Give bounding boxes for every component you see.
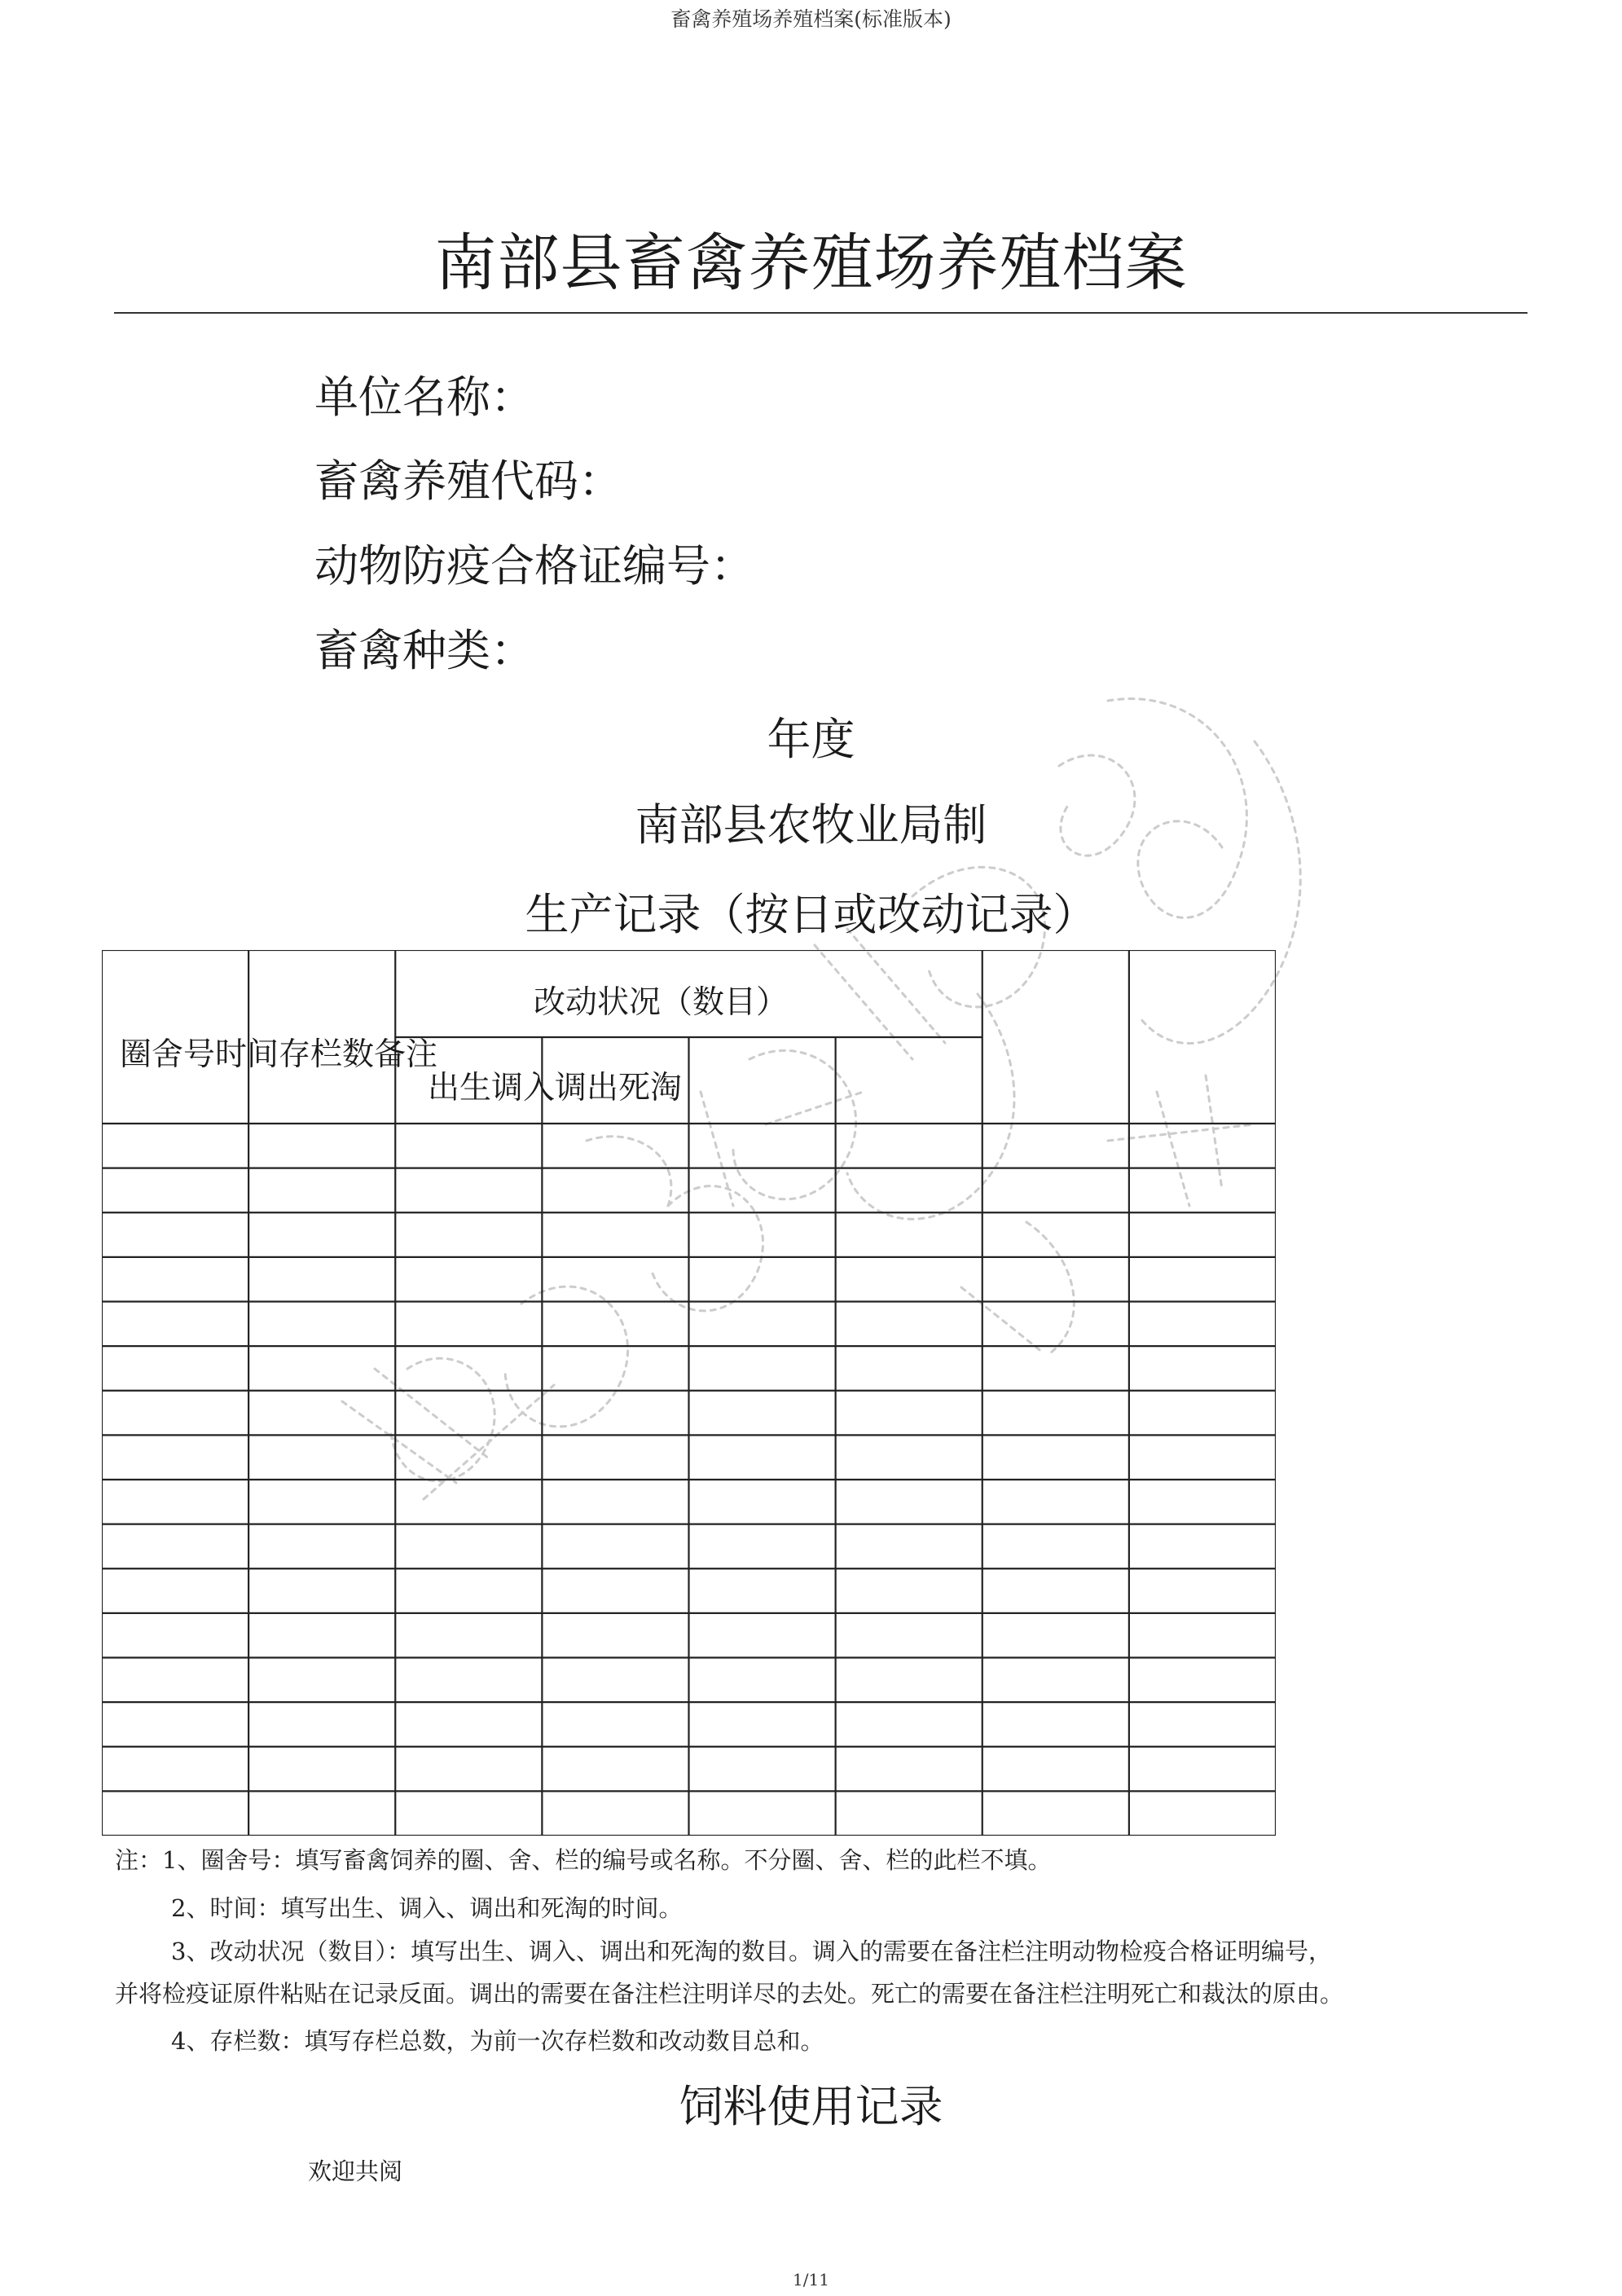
field-livestock-code: 畜禽养殖代码： bbox=[314, 455, 622, 507]
section-title-production: 生产记录（按日或改动记录） bbox=[525, 889, 1097, 940]
note-3: 3、改动状况（数目）：填写出生、调入、调出和死淘的数目。调入的需要在备注栏注明动物检疫合格证明编号， bbox=[171, 1938, 1332, 1965]
header-change-status: 改动状况（数目） bbox=[534, 984, 789, 1021]
production-record-table bbox=[102, 950, 1276, 1836]
table-grid bbox=[102, 950, 1276, 1836]
header-change-subcolumns: 出生调入调出死淘 bbox=[428, 1070, 683, 1106]
issuer-label: 南部县农牧业局制 bbox=[635, 799, 987, 851]
document-title: 南部县畜禽养殖场养殖档案 bbox=[434, 227, 1188, 299]
footer-text: 欢迎共阅 bbox=[308, 2157, 403, 2185]
header-columns-label: 圈舍号时间存栏数备注 bbox=[120, 1036, 438, 1073]
section-title-feed: 饲料使用记录 bbox=[679, 2081, 943, 2132]
note-2: 2、时间：填写出生、调入、调出和死淘的时间。 bbox=[171, 1894, 683, 1922]
field-quarantine-cert-number: 动物防疫合格证编号： bbox=[314, 540, 754, 592]
page-number: 1/11 bbox=[793, 2270, 829, 2289]
running-header: 畜禽养殖场养殖档案(标准版本) bbox=[670, 7, 952, 31]
field-livestock-type: 畜禽种类： bbox=[314, 625, 534, 676]
year-label: 年度 bbox=[767, 714, 855, 765]
title-divider bbox=[114, 312, 1527, 314]
field-unit-name: 单位名称： bbox=[314, 372, 534, 423]
note-4: 4、存栏数：填写存栏总数，为前一次存栏数和改动数目总和。 bbox=[171, 2027, 824, 2055]
note-1: 注：1、圈舍号：填写畜禽饲养的圈、舍、栏的编号或名称。不分圈、舍、栏的此栏不填。 bbox=[115, 1846, 1052, 1874]
note-3-continued: 并将检疫证原件粘贴在记录反面。调出的需要在备注栏注明详尽的去处。死亡的需要在备注栏注明死亡和裁汰的原由。 bbox=[115, 1980, 1344, 2008]
